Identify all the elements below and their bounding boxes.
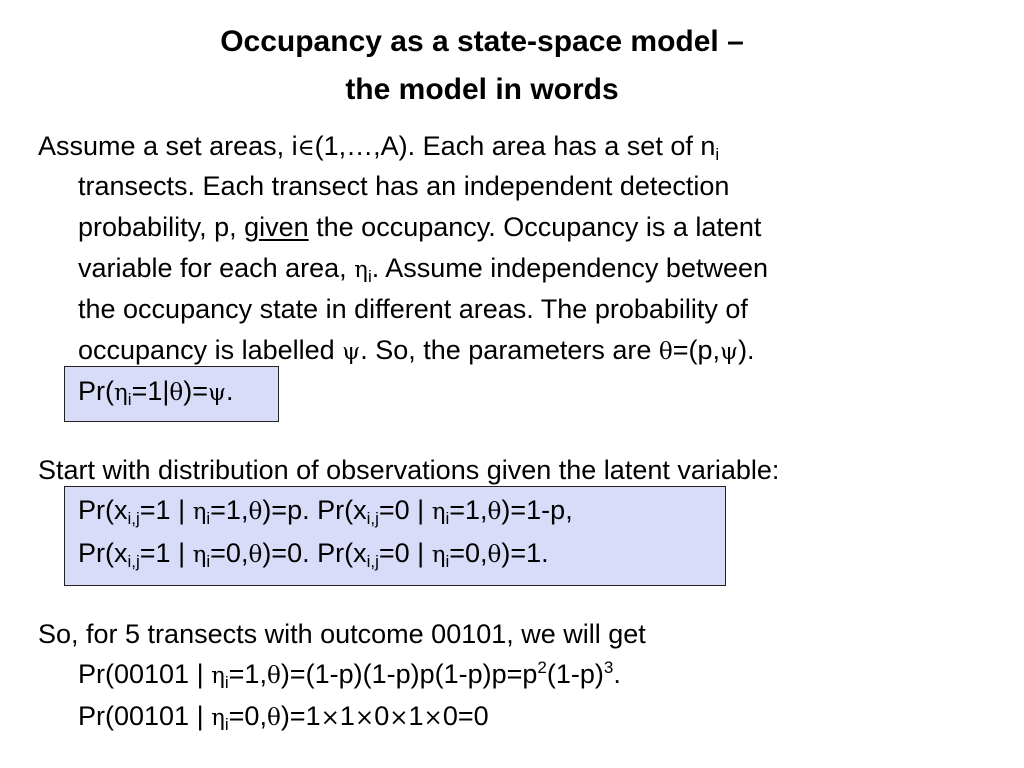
slide-title-line-1: Occupancy as a state-space model – [220,25,744,58]
slide-title-line-2: the model in words [345,73,619,106]
para3-formula-line-2: Pr(00101 | $\eta_i=0,\theta)=1\times 1\times 0\times 1\times 0=0$ [78,701,489,734]
para1-line-4: variable for each area, $\eta_i$. Assume independency between [78,253,769,286]
para3-intro: So, for 5 transects with outcome 00101, we will get [38,619,646,649]
para1-line-7-formula: $Pr(\eta_i=1|\theta)=\psi$. [78,376,234,409]
para1-line-2: transects. Each transect has an independent detection [78,171,730,201]
para1-line-3: probability, p, given the occupancy. Occupancy is a latent [78,212,762,242]
para3-formula-line-1: Pr(00101 | $\eta_i=1,\theta)=(1-p)(1-p)p(1-p)p=p^2(1-p)^3$. [78,658,621,692]
para1-line-6: occupancy is labelled ψ. So, the parameters are θ=(p,ψ). [78,335,755,365]
para2-formula-line-2: $Pr(x_{i,j}=1$ | $\eta_i=0,\theta)=0$. $Pr(x_{i,j}=0$ | $\eta_i=0,\theta)=1$. [78,538,549,571]
para2-intro: Start with distribution of observations given the latent variable: [38,455,780,485]
para1-line-5: the occupancy state in different areas. The probability of [78,294,748,324]
underlined-word-given: given [244,212,309,242]
para2-formula-line-1: $Pr(x_{i,j}=1$ | $\eta_i=1,\theta)=p$. $Pr(x_{i,j}=0$ | $\eta_i=1,\theta)=1-p$, [78,495,573,528]
para1-line-1: Assume a set areas, i∈(1,…,A). Each area has a set of $n_i$ [38,131,720,164]
